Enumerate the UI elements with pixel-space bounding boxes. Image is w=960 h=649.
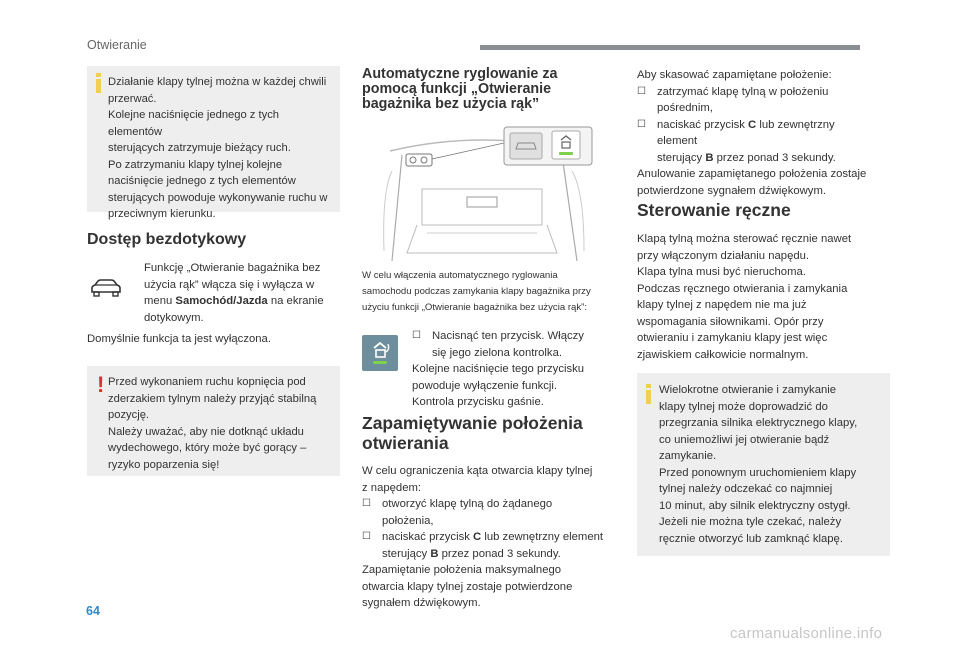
page-number: 64 <box>86 604 100 618</box>
warning-note <box>87 366 340 476</box>
memory-instructions: W celu ograniczenia kąta otwarcia klapy tylnej z napędem: ☐ otworzyć klapę tylną do żądanego położenia, ☐ naciskać przycisk C lub zewnętrzny element sterujący B przez ponad 3 sekundy. Zapamiętanie położenia maksymalnego otwarcia klapy tylnej zostaje potwierdzone sygnałem dźwiękowym. <box>362 465 604 609</box>
checkbox-bullet-icon: ☐ <box>362 498 371 509</box>
warning-note-text: Przed wykonaniem ruchu kopnięcia pod zderzakiem tylnym należy przyjąć stabilną pozycję. Należy uważać, aby nie dotknąć układu wydechowego, który może być gorący – ryzyko poparzenia się! <box>108 376 317 471</box>
auto-lock-button-icon <box>362 335 398 371</box>
checkbox-bullet-icon: ☐ <box>412 330 421 341</box>
info-icon-dot <box>96 73 101 77</box>
checkbox-bullet-icon: ☐ <box>637 118 646 130</box>
section-title-contactless: Dostęp bezdotykowy <box>87 231 247 248</box>
touchscreen-instruction: Funkcję „Otwieranie bagażnika bez użycia rąk” włącza się i wyłącza w menu Samochód/Jazda na ekranie dotykowym. <box>144 262 324 324</box>
section-title-memory: Zapamiętywanie położenia otwierania <box>362 413 583 453</box>
info-icon-dot <box>646 384 651 388</box>
watermark: carmanualsonline.info <box>730 625 883 642</box>
info-note-overheat <box>637 373 890 556</box>
manual-text: Klapą tylną można sterować ręcznie nawet przy włączonym działaniu napędu. Klapa tylna musi być nieruchoma. Podczas ręcznego otwierania i zamykania klapy tylnej z napędem nie ma już wspomagania siłownikami. Opór przy otwieraniu i zamykaniu klapy jest więc zjawiskiem całkowicie normalnym. <box>637 233 852 361</box>
illustration-caption: W celu włączenia automatycznego ryglowania samochodu podczas zamykania klapy bagażnika przy użyciu funkcji „Otwieranie bagażnika bez użycia rąk”: <box>362 270 591 313</box>
checkbox-bullet-icon: ☐ <box>362 531 371 542</box>
reset-instructions: Aby skasować zapamiętane położenie: ☐ zatrzymać klapę tylną w położeniu pośrednim, ☐ naciskać przycisk C lub zewnętrzny element sterujący B przez ponad 3 sekundy. Anulowanie zapamiętanego położenia zostaje potwierdzone sygnałem dźwiękowym. <box>637 69 867 197</box>
header-bar <box>480 45 860 50</box>
overheat-note-text: Wielokrotne otwieranie i zamykanie klapy tylnej może doprowadzić do przegrzania silnika elektrycznego klapy, co uniemożliwi jej otwieranie bądź zamykanie. Przed ponownym uruchomieniem klapy tylnej należy odczekać co najmniej 10 minut, aby silnik elektryczny ostygł. Jeżeli nie można tyle czekać, należy ręcznie otworzyć lub zamknąć klapę. <box>659 384 858 545</box>
default-off-text: Domyślnie funkcja ta jest wyłączona. <box>87 333 271 345</box>
info-icon <box>96 79 101 93</box>
warning-icon: ! <box>97 372 105 397</box>
menu-name: Samochód/Jazda <box>175 295 268 307</box>
tailgate-illustration <box>362 121 602 263</box>
section-title-manual: Sterowanie ręczne <box>637 200 791 220</box>
chapter-title: Otwieranie <box>87 38 147 52</box>
info-icon <box>646 390 651 404</box>
section-title-auto-lock: Automatyczne ryglowanie za pomocą funkcji „Otwieranie bagażnika bez użycia rąk” <box>362 66 558 112</box>
checkbox-bullet-icon: ☐ <box>637 85 646 97</box>
car-icon <box>89 279 123 299</box>
auto-lock-steps: ☐ Nacisnąć ten przycisk. Włączy się jego zielona kontrolka. Kolejne naciśnięcie tego przycisku powoduje wyłączenie funkcji. Kontrola przycisku gaśnie. <box>412 330 585 408</box>
info-note-interrupt <box>87 66 340 220</box>
info-note-text: Działanie klapy tylnej można w każdej chwili przerwać. Kolejne naciśnięcie jednego z tych elementów sterujących zatrzymuje bieżący ruch. Po zatrzymaniu klapy tylnej kolejne naciśnięcie jednego z tych elementów sterujących powoduje wykonywanie ruchu w przeciwnym kierunku. <box>108 76 328 220</box>
